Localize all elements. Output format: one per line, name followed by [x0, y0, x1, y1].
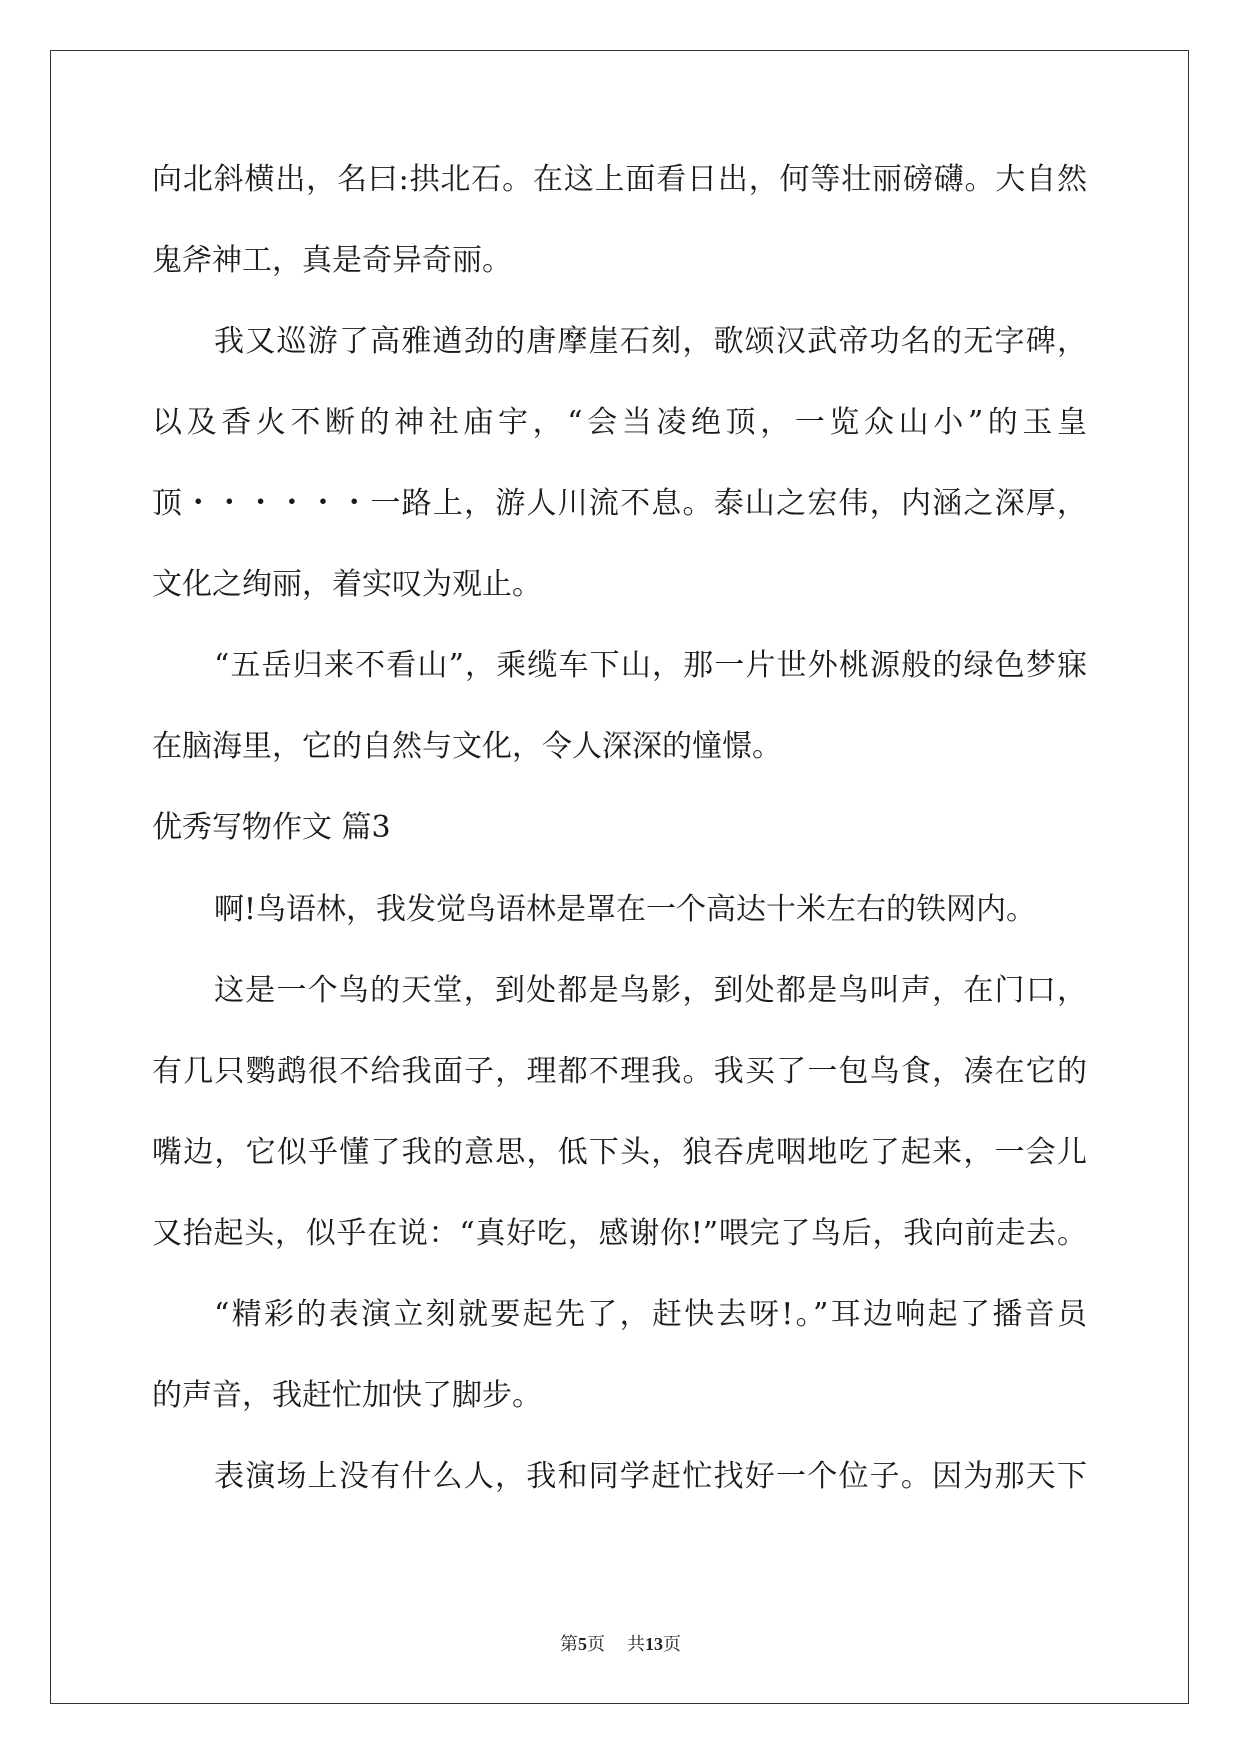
text-line: 顶・・・・・・一路上，游人川流不息。泰山之宏伟，内涵之深厚， — [152, 486, 1087, 521]
page-current: 5 — [578, 1634, 587, 1654]
text-line: 有几只鹦鹉很不给我面子，理都不理我。我买了一包鸟食，凑在它的 — [152, 1054, 1087, 1089]
paragraph-start-line: “五岳归来不看山”，乘缆车下山，那一片世外桃源般的绿色梦寐 — [214, 648, 1087, 683]
text-line: 嘴边，它似乎懂了我的意思，低下头，狼吞虎咽地吃了起来，一会儿 — [152, 1135, 1087, 1170]
paragraph-start-line: 啊!鸟语林，我发觉鸟语林是罩在一个高达十米左右的铁网内。 — [214, 892, 1037, 927]
page-suffix: 页 — [587, 1634, 605, 1655]
text-line: 又抬起头，似乎在说：“真好吃，感谢你!”喂完了鸟后，我向前走去。 — [152, 1216, 1087, 1251]
section-heading: 优秀写物作文 篇3 — [152, 810, 391, 845]
paragraph-start-line: 我又巡游了高雅遒劲的唐摩崖石刻，歌颂汉武帝功名的无字碑， — [214, 324, 1087, 359]
page-prefix: 第 — [560, 1634, 578, 1655]
total-suffix: 页 — [663, 1634, 681, 1655]
text-line: 的声音，我赶忙加快了脚步。 — [152, 1378, 542, 1413]
paragraph-start-line: “精彩的表演立刻就要起先了，赶快去呀!。”耳边响起了播音员 — [214, 1297, 1087, 1332]
text-line: 文化之绚丽，着实叹为观止。 — [152, 567, 542, 602]
document-body — [152, 162, 1087, 1540]
text-line: 鬼斧神工，真是奇异奇丽。 — [152, 243, 512, 278]
text-line: 以及香火不断的神社庙宇，“会当凌绝顶，一览众山小”的玉皇 — [152, 405, 1087, 440]
page-footer — [0, 1632, 1241, 1657]
page-total: 13 — [645, 1634, 663, 1654]
paragraph-start-line: 这是一个鸟的天堂，到处都是鸟影，到处都是鸟叫声，在门口， — [214, 973, 1087, 1008]
total-prefix: 共 — [627, 1634, 645, 1655]
paragraph-start-line: 表演场上没有什么人，我和同学赶忙找好一个位子。因为那天下 — [214, 1459, 1087, 1494]
text-line: 向北斜横出，名曰:拱北石。在这上面看日出，何等壮丽磅礴。大自然 — [152, 162, 1087, 197]
text-line: 在脑海里，它的自然与文化，令人深深的憧憬。 — [152, 729, 782, 764]
